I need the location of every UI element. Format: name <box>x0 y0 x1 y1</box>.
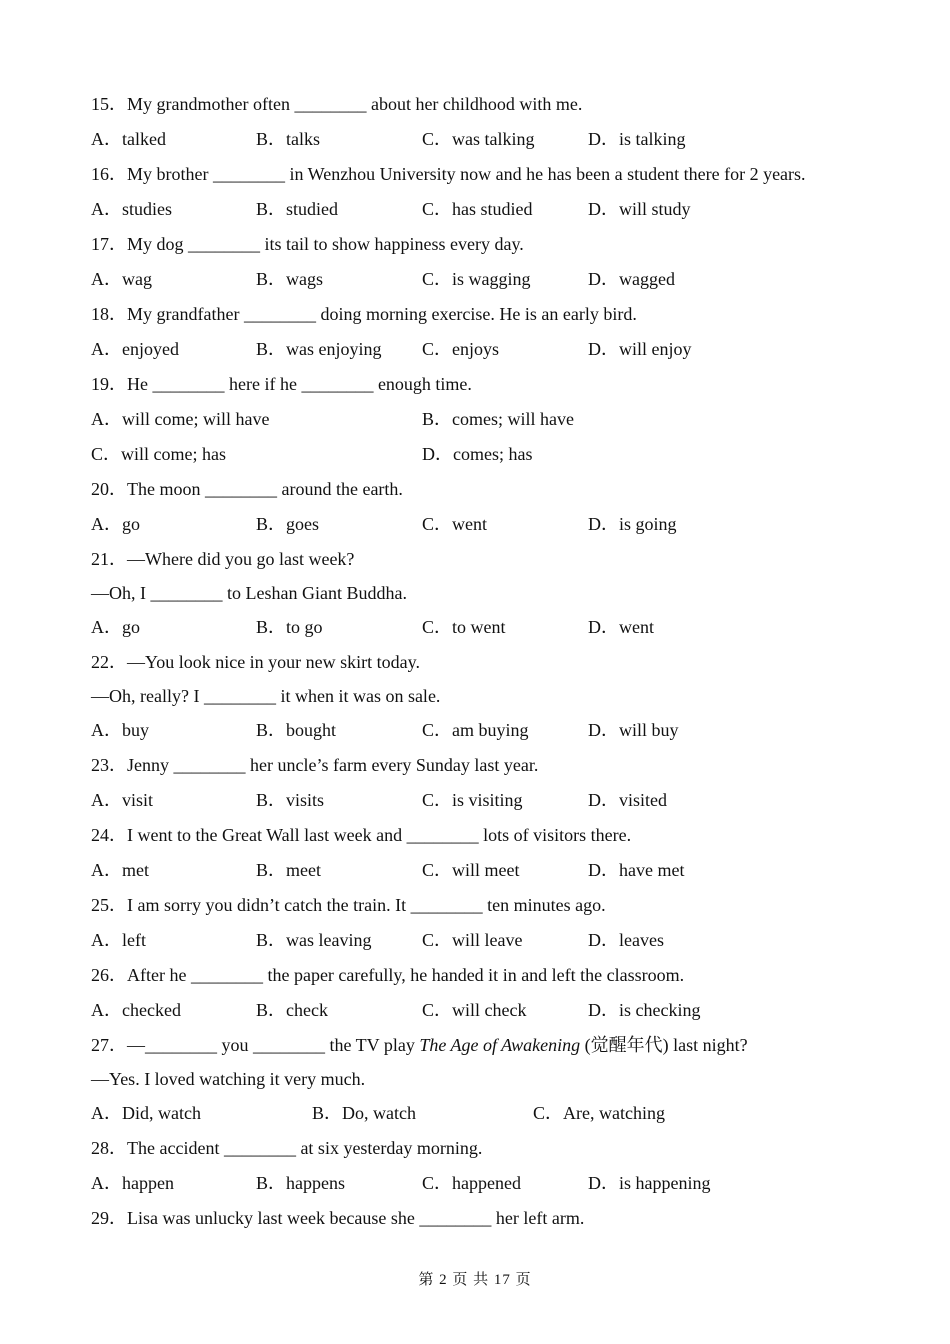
option-c: C．will meet <box>422 860 520 880</box>
option-b: B．was leaving <box>256 930 372 950</box>
option-d: D．comes; has <box>422 444 533 464</box>
option-c: C．is wagging <box>422 269 531 289</box>
option-d: D．wagged <box>588 269 675 289</box>
option-c: C．am buying <box>422 720 529 740</box>
option-c: C．happened <box>422 1173 521 1193</box>
question-stem: 15．My grandmother often ________ about her childhood with me. <box>91 94 583 114</box>
option-c: C．enjoys <box>422 339 500 359</box>
question-stem: 25．I am sorry you didn’t catch the train. It ________ ten minutes ago. <box>91 895 606 915</box>
option-d: D．visited <box>588 790 667 810</box>
option-a: A．left <box>91 930 146 950</box>
option-c: C．to went <box>422 617 506 637</box>
question-dialog: —Oh, really? I ________ it when it was on sale. <box>91 686 441 706</box>
option-d: D．will buy <box>588 720 679 740</box>
option-b: B．meet <box>256 860 321 880</box>
play-title: The Age of Awakening <box>419 1035 581 1055</box>
option-b: B．comes; will have <box>422 409 574 429</box>
question-stem: 18．My grandfather ________ doing morning exercise. He is an early bird. <box>91 304 637 324</box>
option-a: A．checked <box>91 1000 181 1020</box>
option-c: C．will come; has <box>91 444 226 464</box>
option-b: B．studied <box>256 199 339 219</box>
option-d: D．is checking <box>588 1000 701 1020</box>
option-d: D．will study <box>588 199 691 219</box>
question-stem: 22．—You look nice in your new skirt today. <box>91 652 420 672</box>
option-a: A．go <box>91 514 140 534</box>
option-d: D．is talking <box>588 129 686 149</box>
question-stem: 26．After he ________ the paper carefully, he handed it in and left the classroom. <box>91 965 685 985</box>
question-stem: 28．The accident ________ at six yesterday morning. <box>91 1138 483 1158</box>
option-a: A．studies <box>91 199 172 219</box>
option-a: A．happen <box>91 1173 174 1193</box>
question-stem: 29．Lisa was unlucky last week because she ________ her left arm. <box>91 1208 585 1228</box>
option-d: D．will enjoy <box>588 339 692 359</box>
option-a: A．enjoyed <box>91 339 179 359</box>
option-b: B．was enjoying <box>256 339 382 359</box>
question-stem: 21．—Where did you go last week? <box>91 549 355 569</box>
option-b: B．Do, watch <box>312 1103 416 1123</box>
option-b: B．to go <box>256 617 323 637</box>
stem-text: (觉醒年代) last night? <box>580 1035 748 1055</box>
option-b: B．talks <box>256 129 321 149</box>
option-c: C．will check <box>422 1000 527 1020</box>
option-a: A．go <box>91 617 140 637</box>
option-c: C．is visiting <box>422 790 523 810</box>
option-c: C．Are, watching <box>533 1103 665 1123</box>
option-b: B．check <box>256 1000 328 1020</box>
question-stem: 24．I went to the Great Wall last week and ________ lots of visitors there. <box>91 825 632 845</box>
question-stem: 23．Jenny ________ her uncle’s farm every Sunday last year. <box>91 755 539 775</box>
option-b: B．visits <box>256 790 325 810</box>
question-stem: 17．My dog ________ its tail to show happiness every day. <box>91 234 524 254</box>
option-a: A．met <box>91 860 149 880</box>
question-stem <box>91 1034 748 1056</box>
stem-text: 27．—________ you ________ the TV play <box>91 1035 420 1055</box>
question-stem: 19．He ________ here if he ________ enough time. <box>91 374 472 394</box>
option-c: C．will leave <box>422 930 523 950</box>
question-stem: 20．The moon ________ around the earth. <box>91 479 403 499</box>
option-d: D．leaves <box>588 930 664 950</box>
option-b: B．goes <box>256 514 319 534</box>
question-dialog: —Yes. I loved watching it very much. <box>91 1069 366 1089</box>
option-a: A．will come; will have <box>91 409 270 429</box>
option-b: B．wags <box>256 269 323 289</box>
option-d: D．have met <box>588 860 685 880</box>
option-a: A．wag <box>91 269 152 289</box>
option-b: B．bought <box>256 720 337 740</box>
question-dialog: —Oh, I ________ to Leshan Giant Buddha. <box>91 583 407 603</box>
option-c: C．went <box>422 514 487 534</box>
option-d: D．went <box>588 617 654 637</box>
option-c: C．was talking <box>422 129 535 149</box>
option-b: B．happens <box>256 1173 345 1193</box>
option-a: A．talked <box>91 129 166 149</box>
page-footer: 第 2 页 共 17 页 <box>418 1272 532 1288</box>
option-a: A．buy <box>91 720 149 740</box>
option-a: A．visit <box>91 790 154 810</box>
question-stem: 16．My brother ________ in Wenzhou University now and he has been a student there for 2 years. <box>91 164 806 184</box>
option-d: D．is happening <box>588 1173 711 1193</box>
option-a: A．Did, watch <box>91 1103 201 1123</box>
option-c: C．has studied <box>422 199 533 219</box>
option-d: D．is going <box>588 514 677 534</box>
